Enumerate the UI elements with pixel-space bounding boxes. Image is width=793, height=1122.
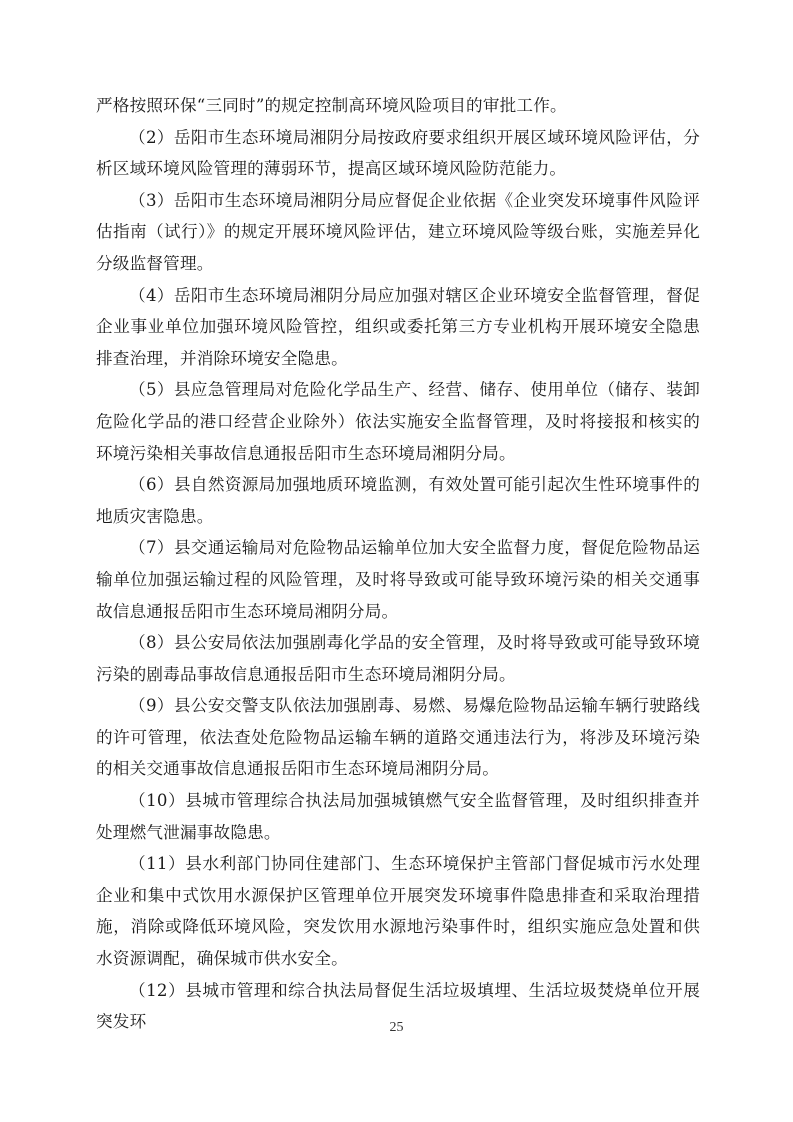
paragraph-item-4: （4）岳阳市生态环境局湘阴分局应加强对辖区企业环境安全监督管理，督促企业事业单位加强环境风险管控，组织或委托第三方专业机构开展环境安全隐患排查治理，并消除环境安全隐患。 <box>96 285 700 368</box>
paragraph-item-9: （9）县公安交警支队依法加强剧毒、易燃、易爆危险物品运输车辆行驶路线的许可管理，依法查处危险物品运输车辆的道路交通违法行为，将涉及环境污染的相关交通事故信息通报岳阳市生态环境局湘阴分局。 <box>96 696 700 779</box>
paragraph-item-7: （7）县交通运输局对危险物品运输单位加大安全监督力度，督促危险物品运输单位加强运输过程的风险管理，及时将导致或可能导致环境污染的相关交通事故信息通报岳阳市生态环境局湘阴分局。 <box>96 538 700 621</box>
paragraph-item-3: （3）岳阳市生态环境局湘阴分局应督促企业依据《企业突发环境事件风险评估指南（试行）》的规定开展环境风险评估，建立环境风险等级台账，实施差异化分级监督管理。 <box>96 190 700 273</box>
page-number: 25 <box>389 1020 404 1035</box>
paragraph-continuation: 严格按照环保“三同时”的规定控制高环境风险项目的审批工作。 <box>96 96 567 115</box>
paragraph-item-10: （10）县城市管理综合执法局加强城镇燃气安全监督管理，及时组织排查并处理燃气泄漏事故隐患。 <box>96 791 700 842</box>
paragraph-item-8: （8）县公安局依法加强剧毒化学品的安全管理，及时将导致或可能导致环境污染的剧毒品事故信息通报岳阳市生态环境局湘阴分局。 <box>96 633 700 684</box>
document-body <box>96 90 700 1038</box>
paragraph-item-12: （12）县城市管理和综合执法局督促生活垃圾填埋、生活垃圾焚烧单位开展突发环 <box>96 980 700 1032</box>
paragraph-item-2: （2）岳阳市生态环境局湘阴分局按政府要求组织开展区域环境风险评估，分析区域环境风险管理的薄弱环节，提高区域环境风险防范能力。 <box>96 127 700 179</box>
paragraph-item-11: （11）县水利部门协同住建部门、生态环境保护主管部门督促城市污水处理企业和集中式饮用水源保护区管理单位开展突发环境事件隐患排查和采取治理措施，消除或降低环境风险，突发饮用水源地污染事件时，组织实施应急处置和供水资源调配，确保城市供水安全。 <box>96 854 700 969</box>
paragraph-item-5: （5）县应急管理局对危险化学品生产、经营、储存、使用单位（储存、装卸危险化学品的港口经营企业除外）依法实施安全监督管理，及时将接报和核实的环境污染相关事故信息通报岳阳市生态环境局湘阴分局。 <box>96 380 700 463</box>
paragraph-item-6: （6）县自然资源局加强地质环境监测，有效处置可能引起次生性环境事件的地质灾害隐患。 <box>96 475 700 526</box>
